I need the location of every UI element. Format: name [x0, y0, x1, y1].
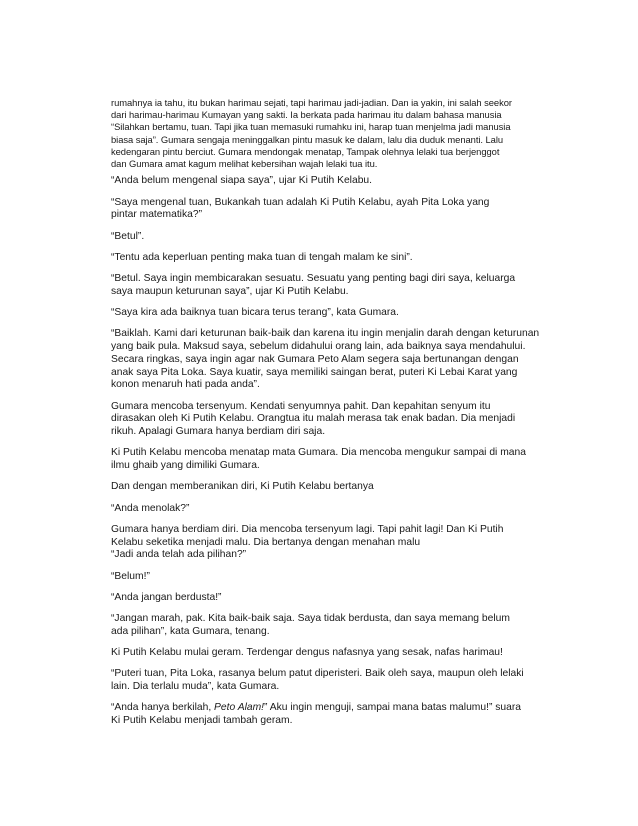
paragraph-line: “Puteri tuan, Pita Loka, rasanya belum patut diperisteri. Baik oleh saya, maupun oleh lelaki: [111, 668, 524, 680]
closing-text: “Anda hanya berkilah,: [111, 702, 215, 714]
paragraph-line: dirasakan oleh Ki Putih Kelabu. Orangtua itu malah merasa tak enak badan. Dia menjadi: [111, 413, 516, 425]
paragraph-line: “Baiklah. Kami dari keturunan baik-baik dan karena itu ingin menjalin darah dengan keturunan: [111, 328, 540, 340]
paragraph-line: anak saya Pita Loka. Saya kuatir, saya memiliki saingan berat, puteri Ki Lebai Karat yang: [111, 366, 518, 378]
paragraph: [111, 307, 531, 320]
paragraph-line: “Saya kira ada baiknya tuan bicara terus terang”, kata Gumara.: [111, 307, 399, 319]
paragraph: [111, 481, 531, 494]
paragraph: [111, 647, 531, 660]
paragraph-line: Kelabu seketika menjadi malu. Dia bertanya dengan menahan malu: [111, 536, 421, 548]
paragraph: [111, 613, 531, 638]
opening-paragraph: [111, 97, 531, 170]
paragraph: [111, 524, 531, 562]
paragraph-line: Ki Putih Kelabu mulai geram. Terdengar dengus nafasnya yang sesak, nafas harimau!: [111, 647, 503, 659]
opening-line: dan Gumara amat kagum melihat kebersihan wajah lelaki tua itu.: [111, 158, 378, 170]
document-page: [111, 97, 540, 736]
paragraph-line: rikuh. Apalagi Gumara hanya berdiam diri saja.: [111, 425, 326, 437]
closing-paragraph: [111, 702, 531, 727]
paragraph: [111, 273, 531, 298]
paragraph-line: Dan dengan memberanikan diri, Ki Putih Kelabu bertanya: [111, 481, 374, 493]
paragraph-line: “Saya mengenal tuan, Bukankah tuan adalah Ki Putih Kelabu, ayah Pita Loka yang: [111, 196, 490, 208]
paragraph: [111, 231, 531, 244]
paragraph-line: ada pilihan”, kata Gumara, tenang.: [111, 625, 270, 637]
paragraph: [111, 252, 531, 265]
paragraph-line: konon menaruh hati pada anda”.: [111, 379, 260, 391]
paragraph-line: “Betul. Saya ingin membicarakan sesuatu. Sesuatu yang penting bagi diri saya, keluarga: [111, 273, 516, 285]
paragraph-line: saya maupun keturunan saya”, ujar Ki Putih Kelabu.: [111, 285, 349, 297]
paragraph-line: yang baik pula. Maksud saya, sebelum didahului orang lain, ada baiknya saya mendahului.: [111, 341, 526, 353]
paragraph-line: “Belum!”: [111, 570, 150, 582]
paragraph: [111, 328, 540, 392]
paragraph: [111, 503, 531, 516]
opening-line: “Silahkan bertamu, tuan. Tapi jika tuan memasuki rumahku ini, harap tuan menjelma jadi manusia: [111, 121, 511, 133]
paragraph-line: Gumara mencoba tersenyum. Kendati senyumnya pahit. Dan kepahitan senyum itu: [111, 400, 491, 412]
closing-text-rest: ” Aku ingin menguji, sampai mana batas malumu!” suara: [264, 702, 522, 714]
paragraph-line: “Tentu ada keperluan penting maka tuan di tengah malam ke sini”.: [111, 251, 413, 263]
paragraph-line: Secara ringkas, saya ingin agar nak Gumara Peto Alam segera saja bertunangan dengan: [111, 353, 519, 365]
paragraph: [111, 175, 531, 188]
closing-line-2: Ki Putih Kelabu menjadi tambah geram.: [111, 715, 293, 727]
paragraph: [111, 571, 531, 584]
closing-italic-name: Peto Alam!: [214, 702, 265, 714]
paragraph-line: “Betul”.: [111, 230, 145, 242]
paragraph-line: ilmu ghaib yang dimiliki Gumara.: [111, 459, 260, 471]
paragraph-line: “Jangan marah, pak. Kita baik-baik saja. Saya tidak berdusta, dan saya memang belum: [111, 613, 510, 625]
opening-line: dari harimau-harimau Kumayan yang sakti. Ia berkata pada harimau itu dalam bahasa manusia: [111, 109, 502, 121]
paragraph-line: “Anda jangan berdusta!”: [111, 591, 222, 603]
dialogue-body: [111, 175, 540, 694]
paragraph: [111, 668, 531, 693]
paragraph-line: “Anda menolak?”: [111, 502, 190, 514]
paragraph-line: “Anda belum mengenal siapa saya”, ujar Ki Putih Kelabu.: [111, 175, 373, 187]
paragraph-line: pintar matematika?”: [111, 209, 202, 221]
paragraph: [111, 401, 531, 439]
paragraph: [111, 447, 531, 472]
closing-line-1: [111, 702, 531, 715]
paragraph: [111, 592, 531, 605]
paragraph-line: lain. Dia terlalu muda”, kata Gumara.: [111, 681, 280, 693]
opening-line: biasa saja”. Gumara sengaja meninggalkan pintu masuk ke dalam, lalu dia duduk menanti. Lalu: [111, 133, 504, 145]
paragraph: [111, 197, 531, 222]
paragraph-line: Gumara hanya berdiam diri. Dia mencoba tersenyum lagi. Tapi pahit lagi! Dan Ki Putih: [111, 523, 504, 535]
opening-line: kedengaran pintu berciut. Gumara mendongak menatap, Tampak olehnya lelaki tua berjenggot: [111, 145, 500, 157]
opening-line: rumahnya ia tahu, itu bukan harimau sejati, tapi harimau jadi-jadian. Dan ia yakin, ini salah seekor: [111, 97, 512, 108]
paragraph-line: Ki Putih Kelabu mencoba menatap mata Gumara. Dia mencoba mengukur sampai di mana: [111, 447, 526, 459]
paragraph-line: “Jadi anda telah ada pilihan?”: [111, 549, 247, 561]
